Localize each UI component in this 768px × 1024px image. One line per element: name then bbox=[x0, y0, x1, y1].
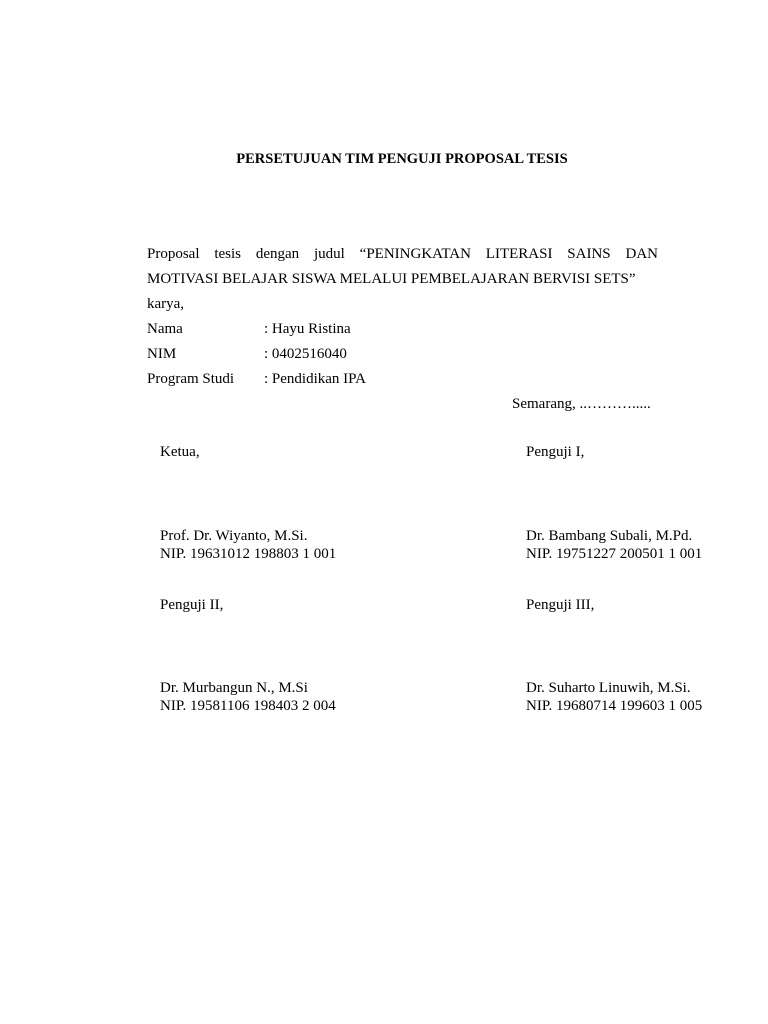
role-penguji-1: Penguji I, bbox=[526, 444, 585, 460]
signatory-nip: NIP. 19751227 200501 1 001 bbox=[526, 546, 703, 562]
field-label: NIM bbox=[147, 346, 177, 362]
intro-paragraph bbox=[147, 242, 658, 317]
field-value: : 0402516040 bbox=[264, 346, 347, 362]
signatory-nip: NIP. 19631012 198803 1 001 bbox=[160, 546, 337, 562]
document-title: PERSETUJUAN TIM PENGUJI PROPOSAL TESIS bbox=[236, 151, 568, 167]
signatory-nip: NIP. 19680714 199603 1 005 bbox=[526, 698, 703, 714]
intro-line-2: MOTIVASI BELAJAR SISWA MELALUI PEMBELAJARAN BERVISI SETS” bbox=[147, 271, 636, 287]
signatory-ketua bbox=[160, 527, 336, 563]
signatory-name: Prof. Dr. Wiyanto, M.Si. bbox=[160, 528, 308, 544]
signatory-nip: NIP. 19581106 198403 2 004 bbox=[160, 698, 336, 714]
role-penguji-3: Penguji III, bbox=[526, 597, 595, 613]
signatory-name: Dr. Suharto Linuwih, M.Si. bbox=[526, 680, 691, 696]
role-ketua: Ketua, bbox=[160, 444, 200, 460]
field-label: Nama bbox=[147, 321, 183, 337]
intro-line-1: Proposal tesis dengan judul “PENINGKATAN LITERASI SAINS DAN bbox=[147, 246, 658, 262]
signatory-penguji-2 bbox=[160, 679, 336, 715]
signatory-name: Dr. Bambang Subali, M.Pd. bbox=[526, 528, 693, 544]
place-date: Semarang, ..………..... bbox=[512, 396, 651, 412]
intro-line-3: karya, bbox=[147, 296, 185, 312]
signatory-penguji-3 bbox=[526, 679, 702, 715]
field-value: : Hayu Ristina bbox=[264, 321, 351, 337]
signatory-name: Dr. Murbangun N., M.Si bbox=[160, 680, 308, 696]
signatory-penguji-1 bbox=[526, 527, 702, 563]
field-value: : Pendidikan IPA bbox=[264, 371, 366, 387]
role-penguji-2: Penguji II, bbox=[160, 597, 224, 613]
field-label: Program Studi bbox=[147, 371, 235, 387]
